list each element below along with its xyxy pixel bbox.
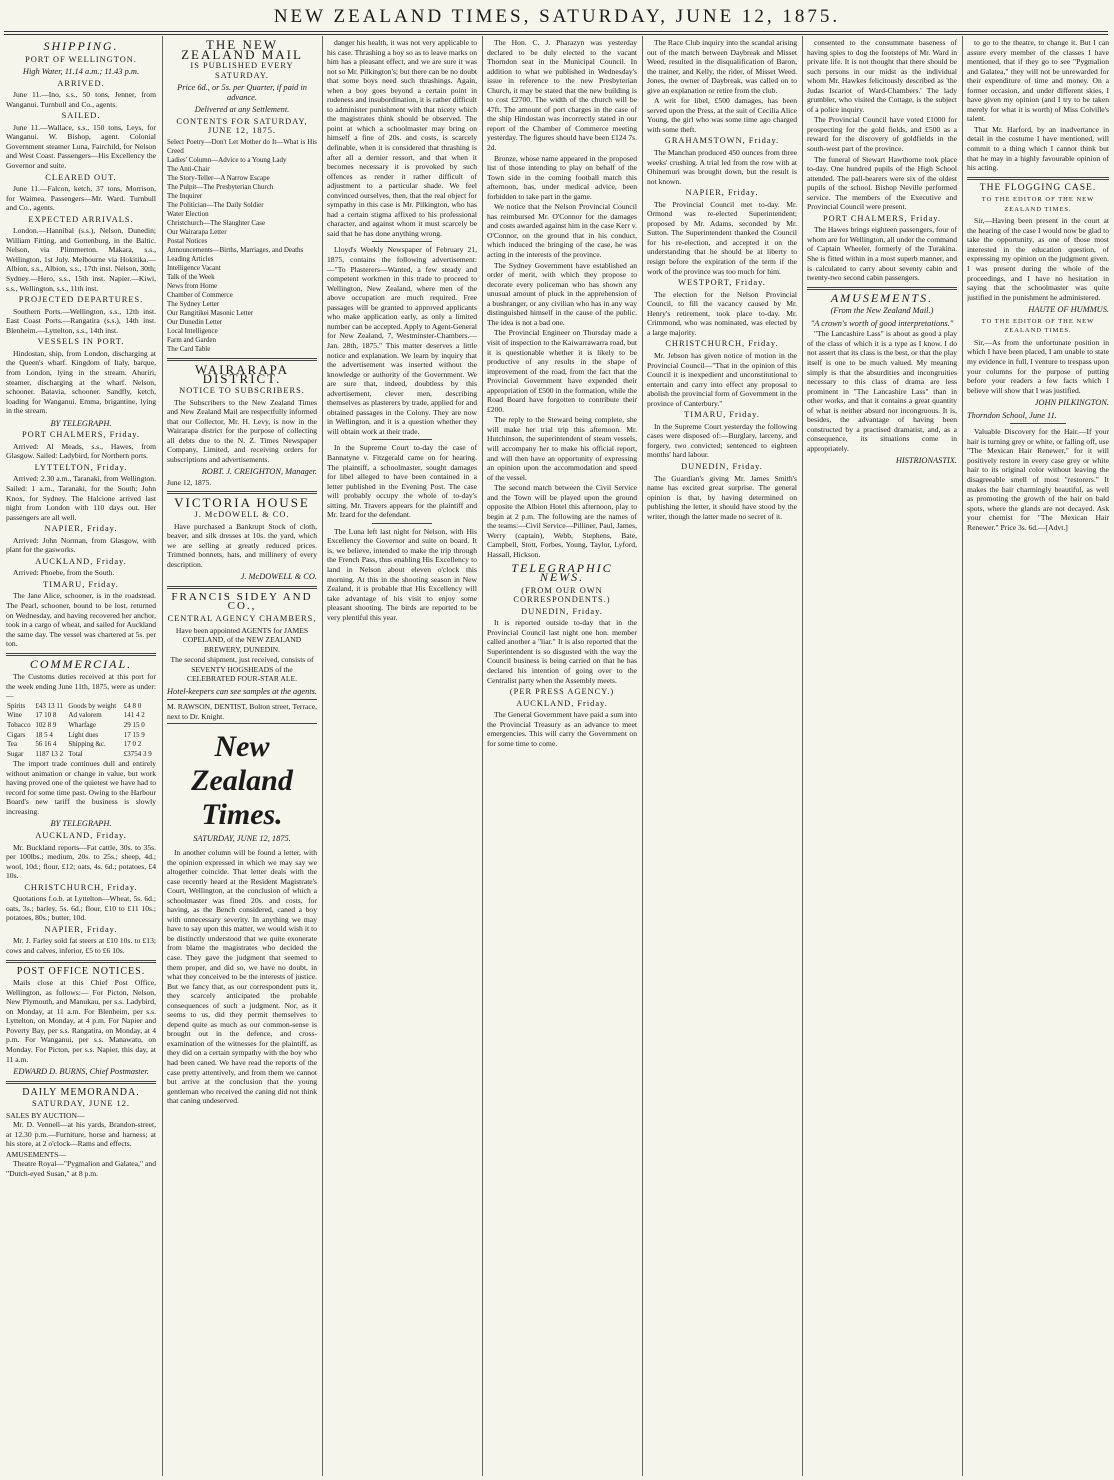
masthead: NEW ZEALAND TIMES, SATURDAY, JUNE 12, 1875. xyxy=(273,6,841,27)
customs-row xyxy=(6,702,156,712)
sailed-text: June 11.—Wallace, s.s., 150 tons, Leys, for Wanganui. W. Bishop, agent. Colonial Government steamer Luna, Fairchild, for Nelson and West Coast. Passengers—His Excellency the Governor and suite. xyxy=(6,122,156,171)
section-divider xyxy=(167,358,317,361)
contents-item: Announcements—Births, Marriages, and Deaths xyxy=(167,245,304,254)
editorial-text-c: In the Supreme Court to-day the case of Bannatyne v. Fitzgerald came on for hearing. The plaintiff, a schoolmaster, sought damages for libel alleged to have been contained in a letter published in the Evening Post. The case will probably occupy the whole of to-day's sitting. Mr. Travers appears for the plaintiff and Mr. Izard for the defendant. xyxy=(327,443,477,520)
contents-item: The Story-Teller—A Narrow Escape xyxy=(167,173,270,182)
flogging-text: Sir,—Having been present in the court at the hearing of the case I would now be glad to take the opportunity, as one of those most interested in the education question, of expressing my opinion on the judgment given. I was present during the whole of the proceedings, and I have no hesitation in saying that the schoolmaster was quite justified in the punishment he administered. xyxy=(967,216,1109,302)
sign-name: JOHN PILKINGTON. xyxy=(1034,398,1109,408)
westport-label: WESTPORT, Friday. xyxy=(678,278,766,288)
contents-item: Ladies' Column—Advice to a Young Lady xyxy=(167,155,287,164)
contents-item: The Politician—The Daily Soldier xyxy=(167,200,264,209)
editor-sub: TO THE EDITOR OF THE NEW ZEALAND TIMES. xyxy=(981,317,1095,335)
port-chalmers-label: PORT CHALMERS, Friday. xyxy=(822,213,942,223)
contents-item: Intelligence Vacant xyxy=(167,263,221,272)
section-divider xyxy=(1010,423,1067,424)
amusements-text: "The Lancashire Lass" is about as good a play of the class of which it is a type as I know. I do not assert that its class is the best, or that the play itself is one to be much valued. My meaning simply is that the absurdities and incongruities necessary to this class of drama are less prominent in "The Lancashire Lass" than in other works, and that it contains a great quantity of what is neither absurd nor incongruous. It is, besides, the advantage of having been constructed by a practised dramatist, and, as a consequence, its situations come in appropriately. xyxy=(807,329,957,453)
customs-cell: Goods by weight xyxy=(68,701,117,710)
editorial-text-b: Lloyd's Weekly Newspaper of February 21, 1875, contains the following advertisement:—"To Plasterers—Wanted, a few steady and competent workmen in this trade to proceed to Wellington, New Zealand, where men of the above occupation are much required. Free passages will be granted to approved applicants who make application early, as only a limited number can be accepted. Apply to Agent-General for New Zealand, 7, Westminster-Chambers.—Jan. 28th, 1875." This matter deserves a little notice and explanation. We learn by inquiry that the advertisement was inserted without the knowledge or authority of the Government. We are sure that, indeed, doubtless by this advertisement, clever men, describing themselves as plasterers by trade, applied for and obtained passages in the Colony. They are now in Wellington, and it is a question whether they will obtain work at their trade. xyxy=(327,245,477,436)
column-editorial xyxy=(327,38,477,1474)
dunedin-tel-text: The Guardian's giving Mr. James Smith's name has excited great surprise. The general opinion is that, by having determined on publishing the letter, it should have stood by the writer, though the latter made no secret of it. xyxy=(647,473,797,521)
francis-sub: CENTRAL AGENCY CHAMBERS, xyxy=(167,613,317,623)
customs-row xyxy=(6,750,156,760)
local-text-e: The Provincial Engineer on Thursday made a visit of inspection to the Kaiwarrawarra road, but it is questionable whether it is likely to be productive of any results in the shape of improvement of the road, from the fact that the Provincial Government have expended their appropriation of £500 in the formation, while the Road Board have forgotten to contribute their £200. xyxy=(487,328,637,414)
post-text: Mails close at this Chief Post Office, Wellington, as follows:— For Picton, Nelson, New Plymouth, and Manukau, per s.s. Ladybird, on Monday, at 11 a.m. For Blenheim, per s.s. Lyttelton, on Monday, at 4 p.m. For Napier and Poverty Bay, per s.s. Rangatira, on Monday, at 4 p.m. For Wanganui, per s.s. Manawatu, on Monday. For Picton, per s.s. Napier, this day, at 11 a.m. xyxy=(6,978,156,1064)
amusements-heading: AMUSEMENTS. xyxy=(830,290,934,305)
customs-cell: Tobacco xyxy=(7,721,31,729)
customs-cell: £3754 3 9 xyxy=(123,749,152,758)
auckland-tel-text: The General Government have paid a sum into the Provincial Treasury as an advance to meet emergencies. This will carry the Government on for some time to come. xyxy=(487,710,637,748)
column-mail-and-ads xyxy=(167,38,317,1474)
section-divider xyxy=(372,439,432,440)
westport-text: The election for the Nelson Provincial Council, to fill the vacancy caused by Mr. Henry's retirement, took place to-day. Mr. Crimmond, who was nominated, was elected by a large majority. xyxy=(647,289,797,337)
column-telegrams xyxy=(647,38,797,1474)
wairarapa-sign: ROBT. J. CREIGHTON, Manager. xyxy=(201,467,317,477)
theatre-text-a: to go to the theatre, to change it. But I can assure every member of the classes I have mentioned, that if they go to see "Pygmalion and Galatea," they will not be unrewarded for their expenditure of time and money. On a former occasion, and under different skies, I have given my opinion (and I try to be taken merely for what it is worth) of Miss Colville's talent. xyxy=(967,38,1109,124)
editorial-text-d: The Luna left last night for Nelson, with His Excellency the Governor and suite on board. It is, we believe, intended to make the trip through the French Pass, thus enabling His Excellency to land in Nelson about eleven o'clock this morning. At this in the shooting season in New Zealand, it is probable that His Excellency will take advantage of his visit to enjoy some pleasant shooting. The birds are reported to be very plentiful this year. xyxy=(327,526,477,622)
memo-date: SATURDAY, JUNE 12. xyxy=(31,1099,131,1109)
contents-list xyxy=(167,138,317,354)
customs-cell: Light dues xyxy=(68,730,99,739)
victoria-text: Have purchased a Bankrupt Stock of cloth, beaver, and silk dresses at 10s. the yard, which we are selling at greatly reduced prices. Trimmed bonnets, hats, and millinery of every description. xyxy=(167,521,317,569)
dunedin-text: It is reported outside to-day that in the Provincial Council last night one hon. member called another a "liar." It is also reported that the Superintendent is so disgusted with the way the Council business is being carried on that he has declared his intention of going over to the Centralist party when the Assembly meets. xyxy=(487,618,637,685)
christchurch-label: CHRISTCHURCH, Friday. xyxy=(24,882,138,892)
lead-article: In another column will be found a letter, with the opinion expressed in which we may say we altogether coincide. That letter deals with the case recently heard at the Resident Magistrate's Court, Wellington, at the conclusion of which a schoolmaster was fined 20s. and costs, for having, as the Bench considered, caned a boy with unnecessary severity. In anything we may have to say upon this matter, we would wish it to be distinctly understood that we quite exonerate from blame the magistrates who decided the case. They gave the judgment that seemed to them proper, and did so, we have no doubt, in what they conceived to be the interests of justice. But we fancy that, as our correspondent puts it, they scarcely anticipated the probable consequences of such a judgment. Nor, as it seems to us, did they permit themselves to depend quite as much as our common-sense is brought out in the defence, and cross-examination of the witnesses for the plaintiff, as they did on a certain sympathy with the boy who had been caned. We have read the reports of the case pretty attentively, and from them we cannot but arrive at the conclusion that the young gentleman who received the caning did not think that caning undeserved. xyxy=(167,847,317,1106)
customs-row xyxy=(6,731,156,741)
theatre-text-b: That Mr. Harford, by an inadvertance in detail in the costume I have mentioned, will commit to a thing which I cannot think but that he may in a highly favourable opinion of his acting. xyxy=(967,124,1109,173)
contents-item: Select Poetry—Don't Let Mother do It—What is His Creed xyxy=(167,137,317,155)
timaru-text: The Jane Alice, schooner, is in the roadstead. The Pearl, schooner, bound to be lost, returned on Wednesday, and having recovered her anchor, took in a cargo of wheat, and sailed for Auckland the same day. The vessel was chartered at 5s. per ton. xyxy=(6,591,156,649)
victoria-sign: J. McDOWELL & CO. xyxy=(240,572,317,582)
christchurch-tel-label: CHRISTCHURCH, Friday. xyxy=(665,339,779,349)
high-water: High Water, 11.14 a.m.; 11.43 p.m. xyxy=(22,67,140,77)
customs-cell: Ad valorem xyxy=(68,711,102,720)
timaru-tel-text: In the Supreme Court yesterday the following cases were disposed of:—Burglary, larceny, and forgery, two convicted; sentenced to eighteen months' hard labour. xyxy=(647,421,797,460)
wairarapa-title: WAIRARAPA DISTRICT. xyxy=(194,361,290,387)
customs-table xyxy=(6,702,156,759)
contents-item: Our Dunedin Letter xyxy=(167,317,223,326)
dunedin-label: DUNEDIN, Friday. xyxy=(521,606,603,616)
local-text-g: The second match between the Civil Service and the Town will be played upon the ground opposite the Albion Hotel this afternoon, play to begin at 2 p.m. The following are the names of the teams:—Civil Service—Pilliner, Paul, James, Werry (captain), Webb, Stephens, Bate, Campbell, Stott, Forbes, Young, Taylor, Lyford, Hassall, Hickson. xyxy=(487,483,637,559)
column-letters xyxy=(967,38,1109,1474)
telegraph-port: PORT CHALMERS, Friday. xyxy=(21,430,141,440)
section-divider xyxy=(967,177,1109,180)
auckland-tel-label: AUCKLAND, Friday. xyxy=(516,698,608,708)
news-text-a: consented to the consummate baseness of having spies to dog the footsteps of Mr. Ward in private life. It is not thought that there should be such persons in our midst as the individual whom Mr. Hawkes felicitously described as 'the Judas Iscariot of Ward-Chambers.' The lady grumbler, who visited the Cottage, is the subject of a police inquiry. xyxy=(807,38,957,114)
nzt-title: New Zealand Times. xyxy=(191,730,293,832)
timaru-tel-label: TIMARU, Friday. xyxy=(684,410,760,420)
telegraphic-sub: (FROM OUR OWN CORRESPONDENTS.) xyxy=(513,585,611,605)
column-local-news xyxy=(487,38,637,1474)
column-divider xyxy=(482,36,483,1476)
post-sign: EDWARD D. BURNS, Chief Postmaster. xyxy=(13,1067,149,1077)
amusements-sub: (From the New Zealand Mail.) xyxy=(830,306,934,316)
expected-label: EXPECTED ARRIVALS. xyxy=(28,214,134,224)
napier2-text: Mr. J. Farley sold fat steers at £10 10s. to £13; cows and calves, inferior, £5 to £6 10s. xyxy=(6,936,156,956)
contents-item: The Sydney Letter xyxy=(167,299,220,308)
section-divider xyxy=(6,653,156,656)
commercial-intro: The Customs duties received at this port for the week ending June 11th, 1875, were as under:— xyxy=(6,672,156,701)
contents-item: The Pulpit—The Presbyterian Church xyxy=(167,182,274,191)
customs-cell: Total xyxy=(68,749,83,758)
lyttelton-label: LYTTELTON, Friday. xyxy=(34,462,128,472)
telegraphic-heading: TELEGRAPHIC NEWS. xyxy=(511,560,613,585)
wairarapa-text: The Subscribers to the New Zealand Times and New Zealand Mail are respectfully informed that our Collector, Mr. H. Levy, is now in the Wairarapa district for the purpose of collecting all debts due to the N. Z. Times Newspaper Company, Limited, and receiving orders for subscriptions and advertisements. xyxy=(167,397,317,464)
memo-text: Mr. D. Vennell—at his yards, Brandon-street, at 12.30 p.m.—Furniture, horse and harness; at his store, at 2 o'clock—Rams and effects. xyxy=(6,1120,156,1149)
port-chalmers-text: The Hawes brings eighteen passengers, four of whom are for Wellington, all under the command of Captain Wheeler, formerly of the Turakina. She is fitted within in a most superb manner, and is calculated to carry about seventy cabin and twenty-two second cabin passengers. xyxy=(807,225,957,283)
christchurch-tel-text: Mr. Jebson has given notice of motion in the Provincial Council—"That in the opinion of this Council it is inexpedient and unconstitutional to entertain and carry into effect any proposal to abolish the provincial form of Government in the province of Canterbury." xyxy=(647,350,797,408)
hair-advert: Valuable Discovery for the Hair.—If your hair is turning grey or white, or falling off, use "The Mexican Hair Renewer," for it will positively restore in every case grey or white hair to its original color without leaving the disagreeable smell of most "restorers." It makes the hair charmingly beautiful, as well as promoting the growth of the hair on bald spots, where the glands are not decayed. Ask your chemist for "The Mexican Hair Renewer." Price 3s. 6d.—[Advt.] xyxy=(967,427,1109,532)
masthead-rule-lower xyxy=(4,34,1108,35)
contents-item: The Inquirer xyxy=(167,191,203,200)
shipping-heading: SHIPPING. xyxy=(43,39,119,53)
customs-row xyxy=(6,711,156,721)
contents-item: Our Rangitikei Masonic Letter xyxy=(167,308,254,317)
auckland-label: AUCKLAND, Friday. xyxy=(35,556,127,566)
sailed-label: SAILED. xyxy=(61,111,101,121)
victoria-title: VICTORIA HOUSE xyxy=(174,495,310,511)
customs-row xyxy=(6,721,156,731)
customs-cell: Wine xyxy=(7,711,22,720)
memo-heading: DAILY MEMORANDA. xyxy=(22,1086,140,1098)
francis-ship: The second shipment, just received, consists of SEVENTY HOGSHEADS of the CELEBRATED FOUR-STAR ALE. xyxy=(170,655,314,684)
customs-cell: 1187 13 2 xyxy=(35,749,64,758)
post-heading: POST OFFICE NOTICES. xyxy=(16,965,146,977)
section-divider xyxy=(807,287,957,290)
customs-row xyxy=(6,740,156,750)
vessels-label: VESSELS IN PORT. xyxy=(37,337,125,347)
telegraph-text: Arrived: Al Meads, s.s., Hawes, from Glasgow. Sailed: Ladybird, for Northern ports. xyxy=(6,441,156,461)
auckland2-label: AUCKLAND, Friday. xyxy=(35,831,127,841)
victoria-owner: J. McDOWELL & CO. xyxy=(194,510,290,520)
local-text-c: We notice that the Nelson Provincial Council has reimbursed Mr. O'Connor for the damages and costs awarded against him in the case Kerr v. O'Connor, on the ground that in his conduct, which induced the bringing of the case, he was acting in the interests of the province. xyxy=(487,202,637,260)
memo-amuse: AMUSEMENTS— xyxy=(6,1149,66,1159)
masthead-rule xyxy=(4,31,1108,32)
mail-sub: IS PUBLISHED EVERY SATURDAY. xyxy=(190,61,294,80)
cleared-label: CLEARED OUT. xyxy=(45,172,117,182)
dunedin-tel-label: DUNEDIN, Friday. xyxy=(681,461,763,471)
contents-item: Farm and Garden xyxy=(167,335,216,344)
napier-tel-text: The Provincial Council met to-day. Mr. Ormond was re-elected Superintendent; proposed by Mr. Adams, seconded by Mr. Sutton. The Superintendent thanked the Council for his re-election, and accepted it on the understanding that he should be at liberty to resign before the expiration of the term if the work of the province was too much for him. xyxy=(647,199,797,276)
mail-delivered: Delivered at any Settlement. xyxy=(194,105,290,115)
telegraph-label: BY TELEGRAPH. xyxy=(50,418,112,428)
contents-item: Water Election xyxy=(167,209,209,218)
francis-text: Have been appointed AGENTS for JAMES COPELAND, of the NEW ZEALAND BREWERY, DUNEDIN. xyxy=(175,625,309,654)
customs-cell: 17 10 8 xyxy=(35,711,57,720)
customs-cell: Spirits xyxy=(7,701,26,710)
napier-text: Arrived: John Norman, from Glasgow, with plant for the gasworks. xyxy=(6,535,156,555)
section-divider xyxy=(372,241,432,242)
local-text-f: The reply to the Steward being complete, she will make her trial trip this afternoon. Mr. Hutchinson, the superintendent of steam vessels, will accompany her to make his official report, and will then have an opportunity of expressing an opinion upon the accommodation and speed of the vessel. xyxy=(487,415,637,482)
section-divider xyxy=(6,960,156,963)
francis-title: FRANCIS SIDEY AND CO., xyxy=(171,590,313,613)
customs-cell: 56 16 4 xyxy=(35,740,57,749)
contents-item: Christchurch—The Slaughter Case xyxy=(167,218,265,227)
amusements-quote: "A crown's worth of good interpretations." xyxy=(810,318,954,328)
flogging-sign: HAUTE OF HUMMUS. xyxy=(1028,305,1109,315)
customs-cell: Shipping &c. xyxy=(68,740,106,749)
napier-tel-label: NAPIER, Friday. xyxy=(685,188,759,198)
section-divider xyxy=(372,523,432,524)
customs-cell: Wharfage xyxy=(68,721,96,729)
port-line: PORT OF WELLINGTON. xyxy=(25,54,137,64)
timaru-label: TIMARU, Friday. xyxy=(43,579,119,589)
news-text-c: The funeral of Stewart Hawthorne took place to-day. One hundred pupils of the High School attended. The pall-bearers were six of the oldest pupils of the school. Bishop Neville performed service. The members of the Executive and Provincial Council were present. xyxy=(807,154,957,212)
auckland2-text: Mr. Buckland reports—Fat cattle, 30s. to 35s. per 100lbs.; medium, 20s. to 25s.; sheep, 4d.; wool, 10d.; flour, £12; oats, 4s. 6d.; potatoes, £4 10s. xyxy=(6,842,156,881)
vessels-text: Hindostan, ship, from London, discharging at the Queen's wharf. Kingdom of Italy, barque, from London, lying in the stream. Ahuriri, steamer, discharging at the wharf. Nelson, schooner. Batavia, schooner. Sandfly, ketch, loading for Wanganui. Emma, brigantine, lying in the stream. xyxy=(6,348,156,416)
customs-cell: 102 8 9 xyxy=(35,721,57,729)
contents-item: Chamber of Commerce xyxy=(167,290,233,299)
customs-cell: Tea xyxy=(7,740,18,749)
wairarapa-notice: NOTICE TO SUBSCRIBERS. xyxy=(179,386,305,396)
column-divider xyxy=(642,36,643,1476)
local-text-b: Bronze, whose name appeared in the proposed list of those intending to play on behalf of the Town side in the coming football match this afternoon, has, under medical advice, been forbidden to take part in the game. xyxy=(487,153,637,201)
sign-school: Thorndon School, June 11. xyxy=(967,410,1057,420)
cleared-text: June 11.—Falcon, ketch, 37 tons, Morrison, for Waimea. Passengers—Mr. Ward. Turnbull and Co., agents. xyxy=(6,184,156,213)
column-divider xyxy=(802,36,803,1476)
news-text-b: The Provincial Council have voted £1000 for prospecting for the gold fields, and £500 as a reward for the discovery of goldfields in the south-west part of the province. xyxy=(807,115,957,154)
amusements-sign: HISTRIONASTIX. xyxy=(895,456,957,466)
contents-item: Our Wairarapa Letter xyxy=(167,227,227,236)
contents-label: CONTENTS FOR SATURDAY, JUNE 12, 1875. xyxy=(176,116,308,136)
mail-price: Price 6d., or 5s. per Quarter, if paid in advance. xyxy=(177,83,307,102)
section-divider xyxy=(167,586,317,589)
memo-sales: SALES BY AUCTION— xyxy=(6,1110,85,1120)
editor-text: Sir,—As from the unfortunate position in which I have been placed, I am unable to state my evidence in full, I venture to trespass upon your columns for the purpose of putting before your readers a few facts which I believe will show that I was justified. xyxy=(967,337,1109,395)
contents-item: News from Home xyxy=(167,281,218,290)
column-shipping xyxy=(6,38,156,1474)
auckland-text: Arrived: Phoebe, from the South. xyxy=(13,568,115,578)
column-divider xyxy=(162,36,163,1476)
lyttelton-text: Arrived: 2.30 a.m., Taranaki, from Wellington. Sailed: 1 a.m., Taranaki, for the South; John Knox, for Sydney. The Halcione arrived last night from London with 110 days out. Her passengers are all well. xyxy=(6,474,156,522)
arrived-label: ARRIVED. xyxy=(57,78,105,88)
customs-cell: 17 0 2 xyxy=(123,740,142,749)
press-sub: (PER PRESS AGENCY.) xyxy=(509,687,615,697)
contents-item: Talk of the Week xyxy=(167,272,215,281)
rawson-ad: M. RAWSON, DENTIST, Bolton street, Terrace, next to Dr. Knight. xyxy=(167,699,317,724)
commercial-heading: COMMERCIAL. xyxy=(29,656,133,671)
customs-cell: 18 5 4 xyxy=(35,730,53,739)
customs-cell: Cigars xyxy=(7,730,26,739)
contents-item: The Anti-Chair xyxy=(167,164,210,173)
contents-item: Leading Articles xyxy=(167,254,214,263)
arrived-text: June 11.—Ino, s.s., 50 tons, Jenner, from Wanganui. Turnbull and Co., agents. xyxy=(6,90,156,109)
contents-item: The Card Table xyxy=(167,344,211,353)
memo-theatre: Theatre Royal—"Pygmalion and Galatea," and "Dutch-eyed Susan," at 8 p.m. xyxy=(6,1159,156,1178)
column-amusements xyxy=(807,38,957,1474)
customs-cell: £43 13 11 xyxy=(35,701,64,710)
napier2-label: NAPIER, Friday. xyxy=(44,924,118,934)
column-divider xyxy=(962,36,963,1476)
customs-cell: 17 15 9 xyxy=(123,730,145,739)
bytelegraph2-label: BY TELEGRAPH. xyxy=(50,819,112,829)
local-text-d: The Sydney Government have established an order of merit, with which they propose to decorate every policeman who has shown any unusual amount of pluck in the apprehension of a bushranger, or any civilian who has in any way distinguished himself in the cause of the public. The idea is not a bad one. xyxy=(487,260,637,327)
customs-cell: £4 8 0 xyxy=(123,701,142,710)
grahamstown-text: The Manchan produced 450 ounces from three weeks' crushing. A trial led from the row with at Ohinemuri was brought down, but the result is not known. xyxy=(647,148,797,186)
customs-cell: Sugar xyxy=(7,749,24,758)
christchurch-text: Quotations f.o.b. at Lyttelton—Wheat, 5s. 6d.; oats, 3s.; barley, 5s. 6d.; flour, £10 to £11 10s.; potatoes, 80s.; butter, 10d. xyxy=(6,894,156,923)
section-divider xyxy=(6,1081,156,1084)
customs-cell: 141 4 2 xyxy=(123,711,145,720)
napier-label: NAPIER, Friday. xyxy=(44,524,118,534)
expected-text: London.—Hannibal (s.s.), Nelson, Dunedin; William Fitting, and Gottenburg, in the Baltic. Nelson, via Plimmerton. Makara, s.s., Wellington, 1st July. Melbourne via Hokitika.—Albion, s.s., Albion, s.s., 17th inst. Nelson, 30th; Sydney.—Hero, s.s., 15th inst. Napier.—Kiwi, s.s., Wellington, s.s., 11th inst. xyxy=(6,226,156,293)
mail-title: THE NEW ZEALAND MAIL xyxy=(181,38,303,62)
projected-label: PROJECTED DEPARTURES. xyxy=(18,295,144,305)
flogging-heading: THE FLOGGING CASE. xyxy=(979,182,1097,193)
flogging-sub: TO THE EDITOR OF THE NEW ZEALAND TIMES. xyxy=(981,196,1095,213)
column-divider xyxy=(322,36,323,1476)
section-divider xyxy=(167,491,317,494)
editorial-text-a: danger his health, it was not very applicable to his case. Thrashing a boy so as to leave marks on him has a pleasant effect, and we are sure it was not so Mr. Pilkington's; but there can be no doubt that some boys need such thrashings. Again, when a boy goes beyond a certain point in rudeness and insubordination, it is rather difficult to administer punishment with that nicety which the magistrates think should be observed. The point at which a schoolmaster may bring on himself a fine of 20s. and costs, is scarcely definable, when it is considered that thrashing is after all a dernier ressort, and that when it becomes necessary it is provoked by such offences as render it rather difficult of adjustment to a particular shade. We feel convinced ourselves, then, that the real object for sympathy in this case is Mr. Pilkington, who has had a certain stigma affixed to his professional character, and against whom it must scarcely be said that he has done anything wrong. xyxy=(327,38,477,238)
customs-cell: 29 15 0 xyxy=(123,721,145,729)
contents-item: Local Intelligence xyxy=(167,326,218,335)
commercial-text: The import trade continues dull and entirely without animation or change in value, but work having proved one of the quietest we have had to record for some time past. Owing to the Harbour Board's new tariff the business is slowly increasing. xyxy=(6,759,156,816)
grahamstown-label: GRAHAMSTOWN, Friday. xyxy=(664,136,780,146)
wairarapa-date: June 12, 1875. xyxy=(167,477,212,487)
telegram-text-b: A writ for libel, £500 damages, has been served upon the Press, at the suit of Cecilia Alice Young, the girl who was some time ago charged with some theft. xyxy=(647,96,797,134)
francis-samples: Hotel-keepers can see samples at the agents. xyxy=(167,686,317,696)
local-text-a: The Hon. C. J. Pharazyn was yesterday declared to be duly elected to the vacant Thorndon seat in the Municipal Council. In addition to what we published in Wednesday's issue in reference to the new Presbyterian Church, it may be stated that the new building is to cost £2700. The width of the church will be 47ft. The amount of port charges in the case of the ship Hindostan was incorrectly stated in our report of the Chamber of Commerce meeting yesterday. The figures should have been £124 7s. 2d. xyxy=(487,38,637,153)
contents-item: Postal Notices xyxy=(167,236,208,245)
projected-text: Southern Ports.—Wellington, s.s., 12th inst. East Coast Ports.—Rangatira (s.s.), 14th inst. Blenheim.—Lyttelton, s.s., 14th inst. xyxy=(6,306,156,335)
telegram-text-a: The Race Club inquiry into the scandal arising out of the match between Daybreak and Misset Weed, resulted in the disqualification of Baron, the trainer, and Kelly, the rider, of Misset Weed. Jones, the owner of Daybreak, was called on to give an explanation or retire from the club. xyxy=(647,38,797,95)
nzt-date: SATURDAY, JUNE 12, 1875. xyxy=(193,834,291,844)
